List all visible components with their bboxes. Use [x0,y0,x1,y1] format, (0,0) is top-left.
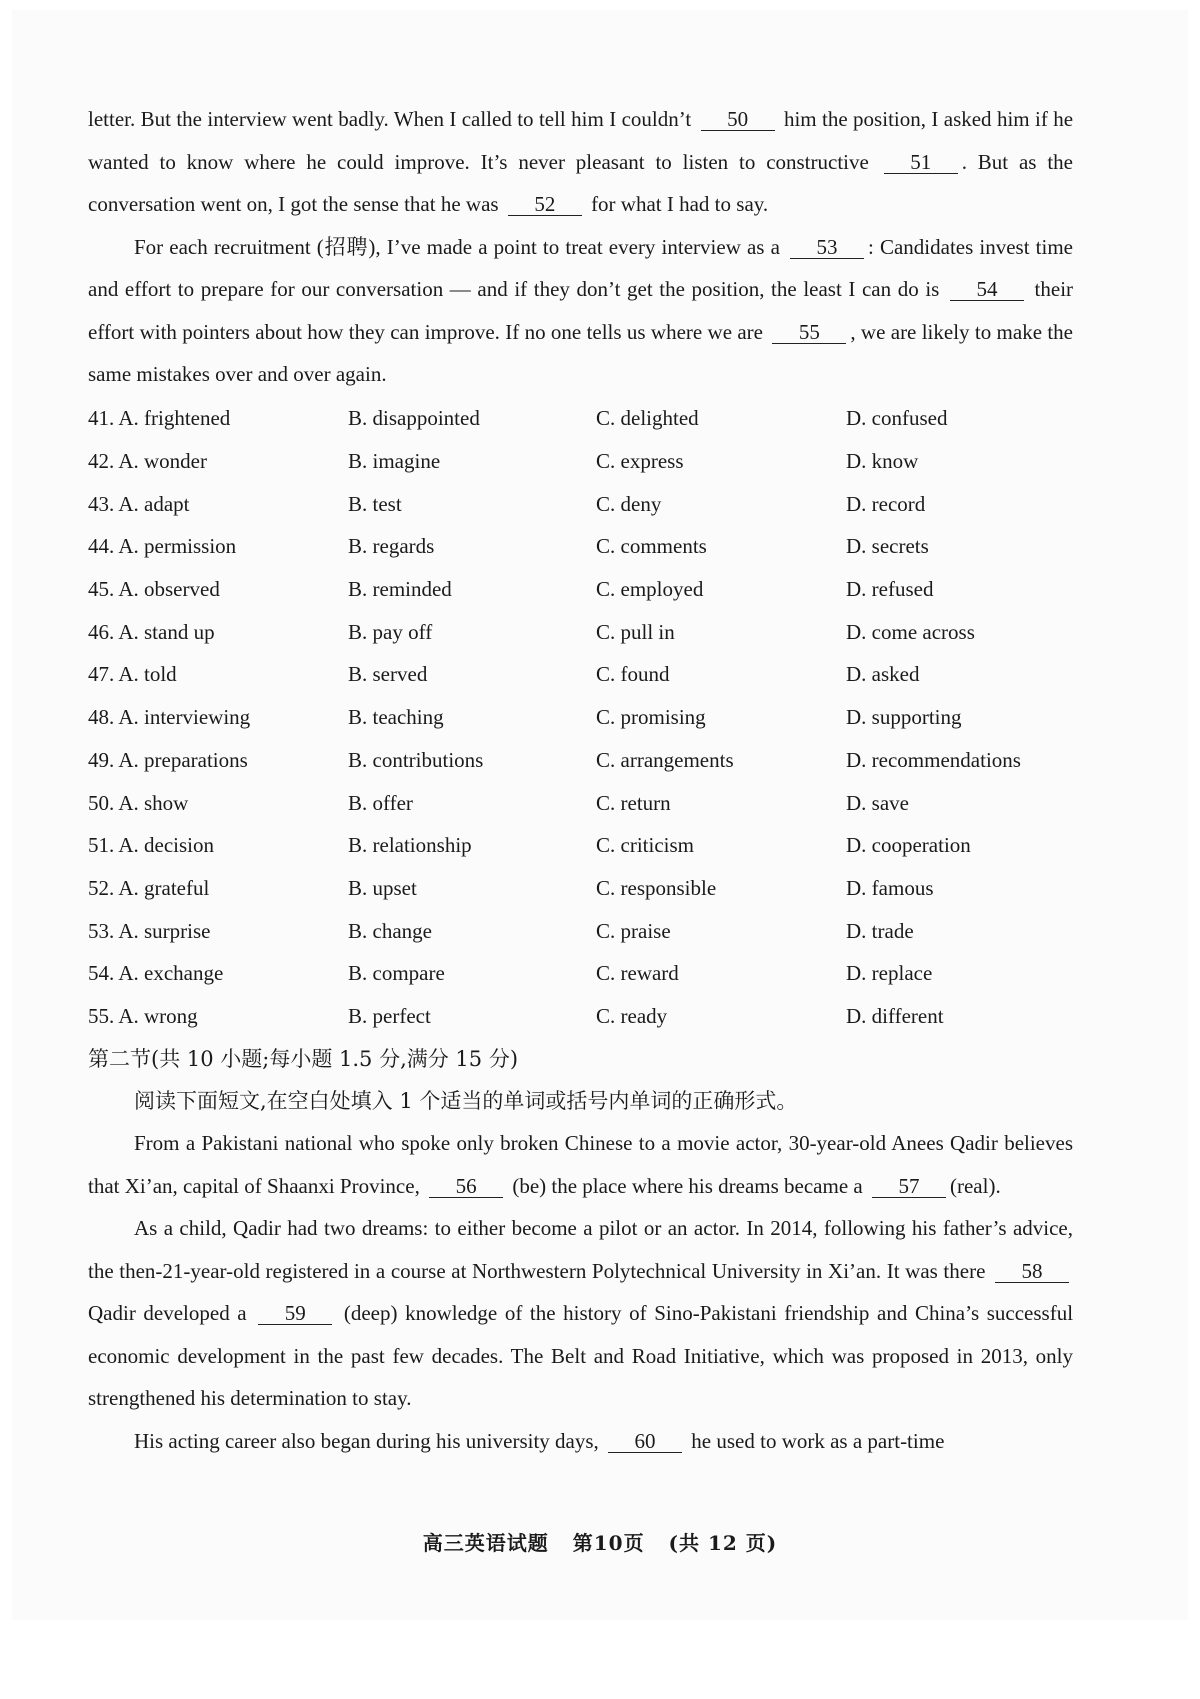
option-d: D. confused [846,406,948,431]
option-a: A. exchange [118,961,224,986]
question-number: 54. [88,961,115,986]
option-a: A. decision [118,833,214,858]
option-c: C. return [596,790,671,815]
option-d: D. different [846,1003,944,1028]
blank-53: 53 [790,236,864,259]
passage-text: His acting career also began during his university days, [134,1428,599,1453]
question-number: 52. [88,875,115,900]
option-b: B. contributions [348,747,484,772]
option-b: B. compare [348,961,445,986]
passage-text: As a child, Qadir had two dreams: to either become a pilot or an actor. In 2014, following his father’s advice, the then-21-year-old registered in a course at Northwestern Polytechnical University in Xi’an. It was there [88,1216,1073,1283]
option-c: C. promising [596,705,706,730]
passage2-paragraph-1 [88,1122,1073,1207]
question-row [88,654,1073,697]
option-a: A. wonder [118,449,207,474]
question-row [88,483,1073,526]
question-number-and-option-a [88,492,348,517]
option-c: C. ready [596,1003,668,1028]
passage-text: From a Pakistani national who spoke only broken Chinese to a movie actor, 30-year-old Anees Qadir believes that Xi’an, capital of Shaanxi Province, [88,1131,1073,1198]
question-row [88,824,1073,867]
option-b: B. reminded [348,577,452,602]
option-a: A. frightened [118,406,231,431]
option-d: D. replace [846,961,933,986]
question-row [88,739,1073,782]
option-d: D. trade [846,918,914,943]
page-footer [0,1527,1200,1556]
passage-text: : Candidates invest time and effort to prepare for our conversation — and if they don’t get the position, the least I can do is [88,234,1074,301]
option-a: A. interviewing [118,705,251,730]
option-c: C. reward [596,961,679,986]
question-number: 47. [88,662,115,687]
passage-text: Qadir developed a [88,1301,247,1326]
question-number: 46. [88,619,115,644]
blank-57: 57 [872,1175,946,1198]
question-number-and-option-a [88,961,348,986]
option-d: D. asked [846,662,920,687]
option-a: A. wrong [118,1003,198,1028]
question-number-and-option-a [88,534,348,559]
passage-text: letter. But the interview went badly. When I called to tell him I couldn’t [88,107,692,131]
section-instruction: 阅读下面短文,在空白处填入 1 个适当的单词或括号内单词的正确形式。 [134,1088,798,1113]
option-c: C. pull in [596,619,675,644]
option-c: C. criticism [596,833,694,858]
option-a: A. grateful [118,875,210,900]
passage-text: he used to work as a part-time [691,1428,945,1453]
passage-text: (be) the place where his dreams became a [512,1173,863,1198]
question-row [88,910,1073,953]
question-number-and-option-a [88,449,348,474]
option-c: C. delighted [596,406,699,431]
question-number: 53. [88,918,115,943]
option-b: B. regards [348,534,435,559]
blank-59: 59 [258,1302,332,1325]
passage-text: (deep) knowledge of the history of Sino-Pakistani friendship and China’s successful economic development in the past few decades. The Belt and Road Initiative, which was proposed in 2013, only strengthened his determination to stay. [88,1301,1074,1411]
question-row [88,526,1073,569]
option-d: D. know [846,449,919,474]
option-c: C. praise [596,918,671,943]
option-b: B. test [348,491,402,516]
option-c: C. found [596,662,670,687]
question-row [88,398,1073,441]
question-number: 51. [88,833,115,858]
option-b: B. teaching [348,705,444,730]
footer-title: 高三英语试题 [422,1531,549,1555]
options-list [88,398,1073,1038]
option-d: D. record [846,491,926,516]
option-b: B. change [348,918,432,943]
passage2-paragraph-2 [88,1207,1073,1420]
passage-text: their effort with pointers about how they can improve. If no one tells us where we are [88,277,1074,344]
passage-text: . But as the conversation went on, I got the sense that he was [88,149,1073,216]
option-a: A. adapt [118,491,190,516]
blank-50: 50 [701,108,775,131]
blank-60: 60 [608,1430,682,1453]
option-c: C. employed [596,577,704,602]
question-number: 55. [88,1003,115,1028]
question-number-and-option-a [88,1004,348,1029]
question-row [88,568,1073,611]
question-number: 41. [88,406,115,431]
blank-55: 55 [772,321,846,344]
question-number-and-option-a [88,662,348,687]
option-b: B. pay off [348,619,433,644]
question-row [88,440,1073,483]
blank-58: 58 [995,1260,1069,1283]
question-number-and-option-a [88,833,348,858]
question-number-and-option-a [88,876,348,901]
option-d: D. refused [846,577,934,602]
footer-total-pages: (共 12 页) [668,1531,778,1555]
passage2-paragraph-3 [88,1420,1073,1463]
question-number-and-option-a [88,791,348,816]
question-number-and-option-a [88,748,348,773]
option-b: B. imagine [348,449,441,474]
question-number-and-option-a [88,620,348,645]
option-a: A. stand up [118,619,215,644]
option-d: D. secrets [846,534,929,559]
blank-56: 56 [429,1175,503,1198]
option-d: D. save [846,790,909,815]
question-row [88,952,1073,995]
question-number: 49. [88,747,115,772]
option-a: A. show [118,790,189,815]
option-d: D. cooperation [846,833,971,858]
option-b: B. offer [348,790,413,815]
passage-text: (real). [949,1173,1001,1198]
option-d: D. come across [846,619,975,644]
option-a: A. preparations [118,747,248,772]
question-row [88,995,1073,1038]
option-c: C. arrangements [596,747,734,772]
option-d: D. recommendations [846,747,1021,772]
option-b: B. perfect [348,1003,431,1028]
option-c: C. comments [596,534,707,559]
question-row [88,867,1073,910]
option-c: C. deny [596,491,662,516]
option-a: A. permission [118,534,237,559]
passage-text: For each recruitment (招聘), I’ve made a point to treat every interview as a [134,234,780,259]
question-number-and-option-a [88,577,348,602]
question-number: 44. [88,534,115,559]
question-row [88,782,1073,825]
blank-51: 51 [884,151,958,174]
option-c: C. responsible [596,875,717,900]
option-a: A. surprise [118,918,211,943]
option-b: B. relationship [348,833,472,858]
option-a: A. observed [118,577,220,602]
option-c: C. express [596,449,684,474]
question-number-and-option-a [88,406,348,431]
option-d: D. famous [846,875,934,900]
question-number-and-option-a [88,705,348,730]
passage-text: him the position, I asked him if he wanted to know where he could improve. It’s never pleasant to listen to constructive [88,107,1074,174]
blank-52: 52 [508,193,582,216]
question-number: 45. [88,577,115,602]
option-a: A. told [118,662,177,687]
option-b: B. served [348,662,428,687]
question-number: 50. [88,790,115,815]
question-number: 43. [88,491,115,516]
passage-paragraph-1 [88,98,1073,226]
question-row [88,611,1073,654]
question-number: 42. [88,449,115,474]
question-number: 48. [88,705,115,730]
passage-text: for what I had to say. [591,192,769,216]
question-row [88,696,1073,739]
section-heading: 第二节(共 10 小题;每小题 1.5 分,满分 15 分) [88,1046,519,1071]
option-b: B. disappointed [348,406,480,431]
page-content [88,98,1073,1462]
passage-text: , we are likely to make the same mistakes over and over again. [88,319,1074,386]
question-number-and-option-a [88,919,348,944]
footer-page-number: 第10页 [572,1531,645,1555]
passage-paragraph-2 [88,226,1073,396]
option-d: D. supporting [846,705,962,730]
blank-54: 54 [950,278,1024,301]
option-b: B. upset [348,875,417,900]
